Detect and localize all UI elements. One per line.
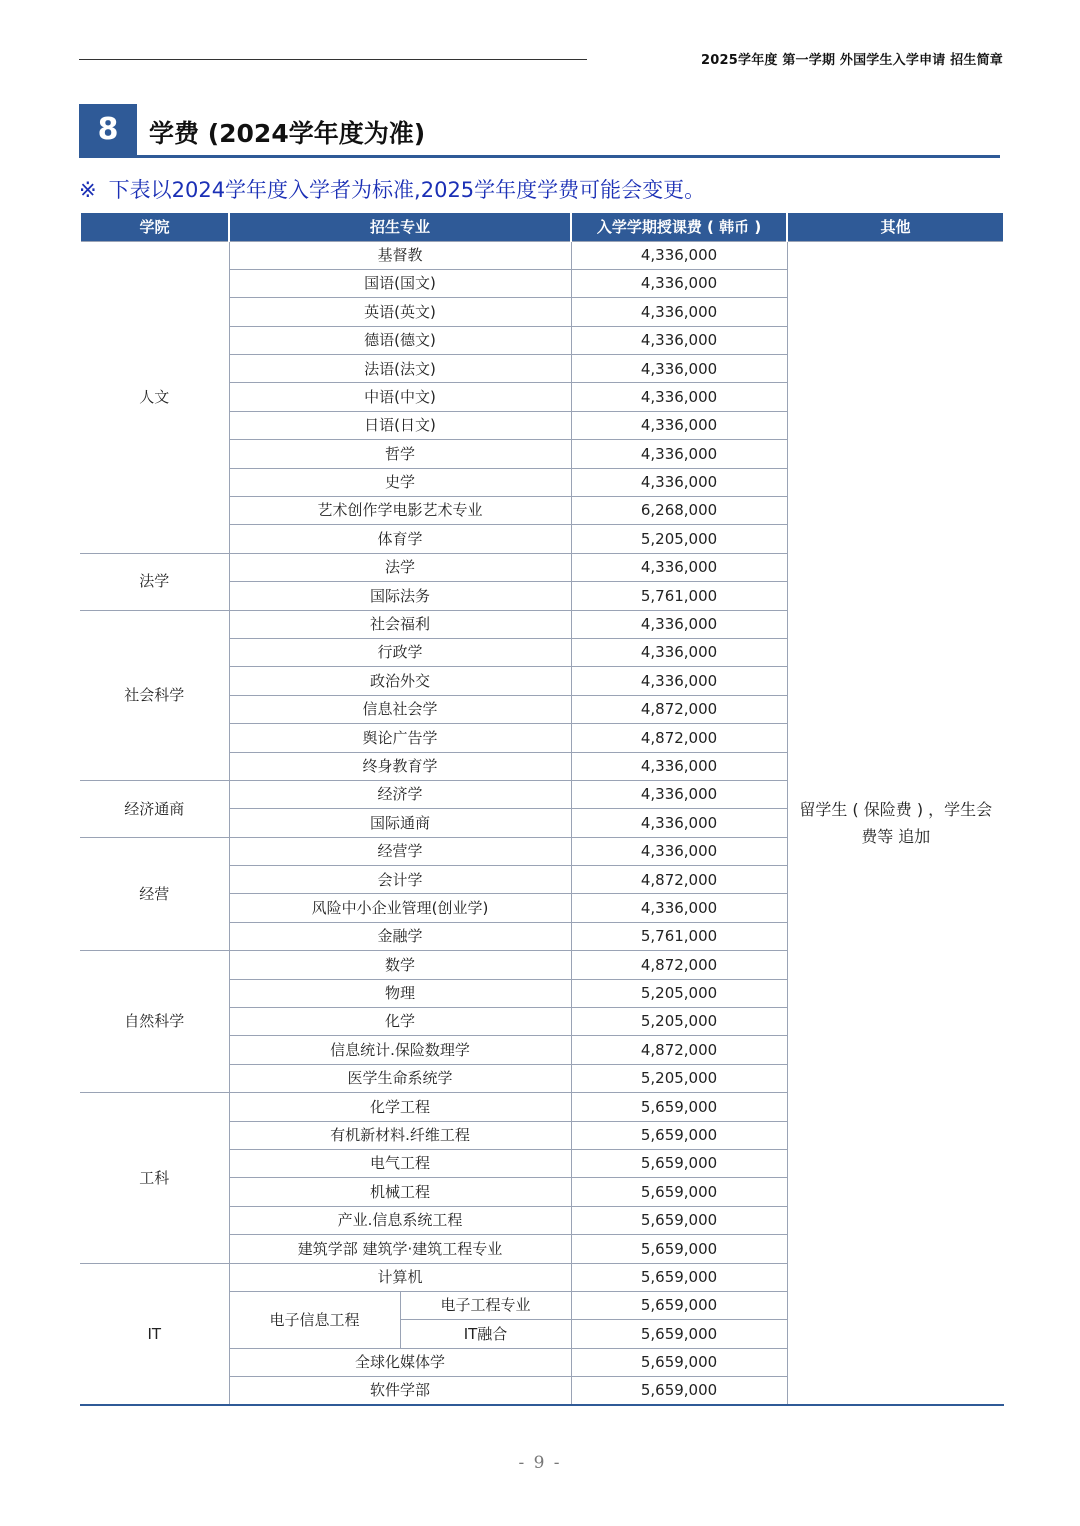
fee-cell: 5,659,000	[571, 1121, 787, 1149]
fee-cell: 4,336,000	[571, 440, 787, 468]
fee-cell: 4,872,000	[571, 695, 787, 723]
tuition-note-text: 下表以2024学年度入学者为标准,2025学年度学费可能会变更。	[108, 178, 706, 202]
fee-cell: 5,659,000	[571, 1178, 787, 1206]
major-cell: 行政学	[229, 638, 571, 666]
fee-cell: 4,336,000	[571, 468, 787, 496]
fee-cell: 5,205,000	[571, 979, 787, 1007]
major-cell: 舆论广告学	[229, 724, 571, 752]
sub-major-cell: 电子工程专业	[400, 1291, 571, 1319]
fee-cell: 5,659,000	[571, 1320, 787, 1348]
major-cell: 医学生命系统学	[229, 1064, 571, 1092]
fee-cell: 5,761,000	[571, 582, 787, 610]
fee-cell: 4,872,000	[571, 951, 787, 979]
major-cell: 经济学	[229, 780, 571, 808]
major-cell: 金融学	[229, 922, 571, 950]
college-cell-engineering: 工科	[80, 1093, 229, 1263]
fee-cell: 4,336,000	[571, 298, 787, 326]
fee-cell: 6,268,000	[571, 497, 787, 525]
fee-cell: 4,336,000	[571, 326, 787, 354]
college-cell-economics-trade: 经济通商	[80, 780, 229, 837]
fee-cell: 4,336,000	[571, 667, 787, 695]
college-cell-natural-science: 自然科学	[80, 951, 229, 1093]
section-title: 学费 (2024学年度为准)	[149, 119, 426, 148]
major-cell: 信息统计.保险数理学	[229, 1036, 571, 1064]
fee-cell: 4,336,000	[571, 553, 787, 581]
major-cell: 经营学	[229, 837, 571, 865]
major-cell: 会计学	[229, 866, 571, 894]
table-row	[80, 241, 1004, 269]
major-cell: 法语(法文)	[229, 355, 571, 383]
fee-cell: 4,336,000	[571, 241, 787, 269]
major-cell: 体育学	[229, 525, 571, 553]
major-group-cell: 电子信息工程	[229, 1291, 400, 1348]
tuition-table	[79, 213, 1005, 1406]
tuition-note	[79, 174, 705, 204]
reference-mark-icon: ※	[79, 178, 97, 202]
major-cell: 机械工程	[229, 1178, 571, 1206]
college-cell-law: 法学	[80, 553, 229, 610]
fee-cell: 5,659,000	[571, 1206, 787, 1234]
major-cell: 数学	[229, 951, 571, 979]
fee-cell: 5,659,000	[571, 1263, 787, 1291]
fee-cell: 4,336,000	[571, 752, 787, 780]
sub-major-cell: IT融合	[400, 1320, 571, 1348]
major-cell: 电气工程	[229, 1150, 571, 1178]
fee-cell: 5,659,000	[571, 1093, 787, 1121]
major-cell: 艺术创作学电影艺术专业	[229, 497, 571, 525]
major-cell: 英语(英文)	[229, 298, 571, 326]
fee-cell: 4,336,000	[571, 269, 787, 297]
major-cell: 建筑学部 建筑学·建筑工程专业	[229, 1235, 571, 1263]
major-cell: 信息社会学	[229, 695, 571, 723]
fee-cell: 4,336,000	[571, 780, 787, 808]
table-header-row	[80, 213, 1004, 241]
major-cell: 终身教育学	[229, 752, 571, 780]
major-cell: 哲学	[229, 440, 571, 468]
major-cell: 风险中小企业管理(创业学)	[229, 894, 571, 922]
column-header-other: 其他	[787, 213, 1004, 241]
fee-cell: 5,659,000	[571, 1150, 787, 1178]
fee-cell: 5,659,000	[571, 1291, 787, 1319]
page-number: - 9 -	[518, 1453, 562, 1473]
other-notes-cell: 留学生 ( 保险费 ) ，学生会费等 追加	[787, 241, 1004, 1405]
fee-cell: 4,336,000	[571, 411, 787, 439]
fee-cell: 4,336,000	[571, 638, 787, 666]
major-cell: 有机新材料.纤维工程	[229, 1121, 571, 1149]
major-cell: 产业.信息系统工程	[229, 1206, 571, 1234]
major-cell: 社会福利	[229, 610, 571, 638]
major-cell: 软件学部	[229, 1377, 571, 1405]
document-header-title: 2025学年度 第一学期 外国学生入学申请 招生简章	[701, 53, 1003, 68]
section-heading	[79, 104, 1000, 158]
fee-cell: 4,336,000	[571, 355, 787, 383]
column-header-college: 学院	[80, 213, 229, 241]
fee-cell: 5,659,000	[571, 1377, 787, 1405]
fee-cell: 5,659,000	[571, 1348, 787, 1376]
college-cell-business: 经营	[80, 837, 229, 951]
fee-cell: 5,205,000	[571, 525, 787, 553]
column-header-major: 招生专业	[229, 213, 571, 241]
fee-cell: 4,872,000	[571, 866, 787, 894]
section-number: 8	[79, 104, 137, 155]
major-cell: 日语(日文)	[229, 411, 571, 439]
fee-cell: 4,336,000	[571, 809, 787, 837]
major-cell: 法学	[229, 553, 571, 581]
major-cell: 中语(中文)	[229, 383, 571, 411]
major-cell: 国语(国文)	[229, 269, 571, 297]
major-cell: 政治外交	[229, 667, 571, 695]
major-cell: 史学	[229, 468, 571, 496]
major-cell: 全球化媒体学	[229, 1348, 571, 1376]
major-cell: 德语(德文)	[229, 326, 571, 354]
major-cell: 物理	[229, 979, 571, 1007]
header-rule	[79, 59, 587, 60]
major-cell: 国际法务	[229, 582, 571, 610]
column-header-fee: 入学学期授课费 ( 韩币 )	[571, 213, 787, 241]
major-cell: 计算机	[229, 1263, 571, 1291]
fee-cell: 4,872,000	[571, 1036, 787, 1064]
major-cell: 国际通商	[229, 809, 571, 837]
college-cell-humanities: 人文	[80, 241, 229, 553]
fee-cell: 4,336,000	[571, 383, 787, 411]
fee-cell: 5,205,000	[571, 1064, 787, 1092]
fee-cell: 4,872,000	[571, 724, 787, 752]
fee-cell: 4,336,000	[571, 837, 787, 865]
major-cell: 基督教	[229, 241, 571, 269]
fee-cell: 5,761,000	[571, 922, 787, 950]
college-cell-it: IT	[80, 1263, 229, 1405]
fee-cell: 4,336,000	[571, 894, 787, 922]
fee-cell: 5,205,000	[571, 1008, 787, 1036]
fee-cell: 4,336,000	[571, 610, 787, 638]
fee-cell: 5,659,000	[571, 1235, 787, 1263]
major-cell: 化学工程	[229, 1093, 571, 1121]
college-cell-social-science: 社会科学	[80, 610, 229, 780]
major-cell: 化学	[229, 1008, 571, 1036]
